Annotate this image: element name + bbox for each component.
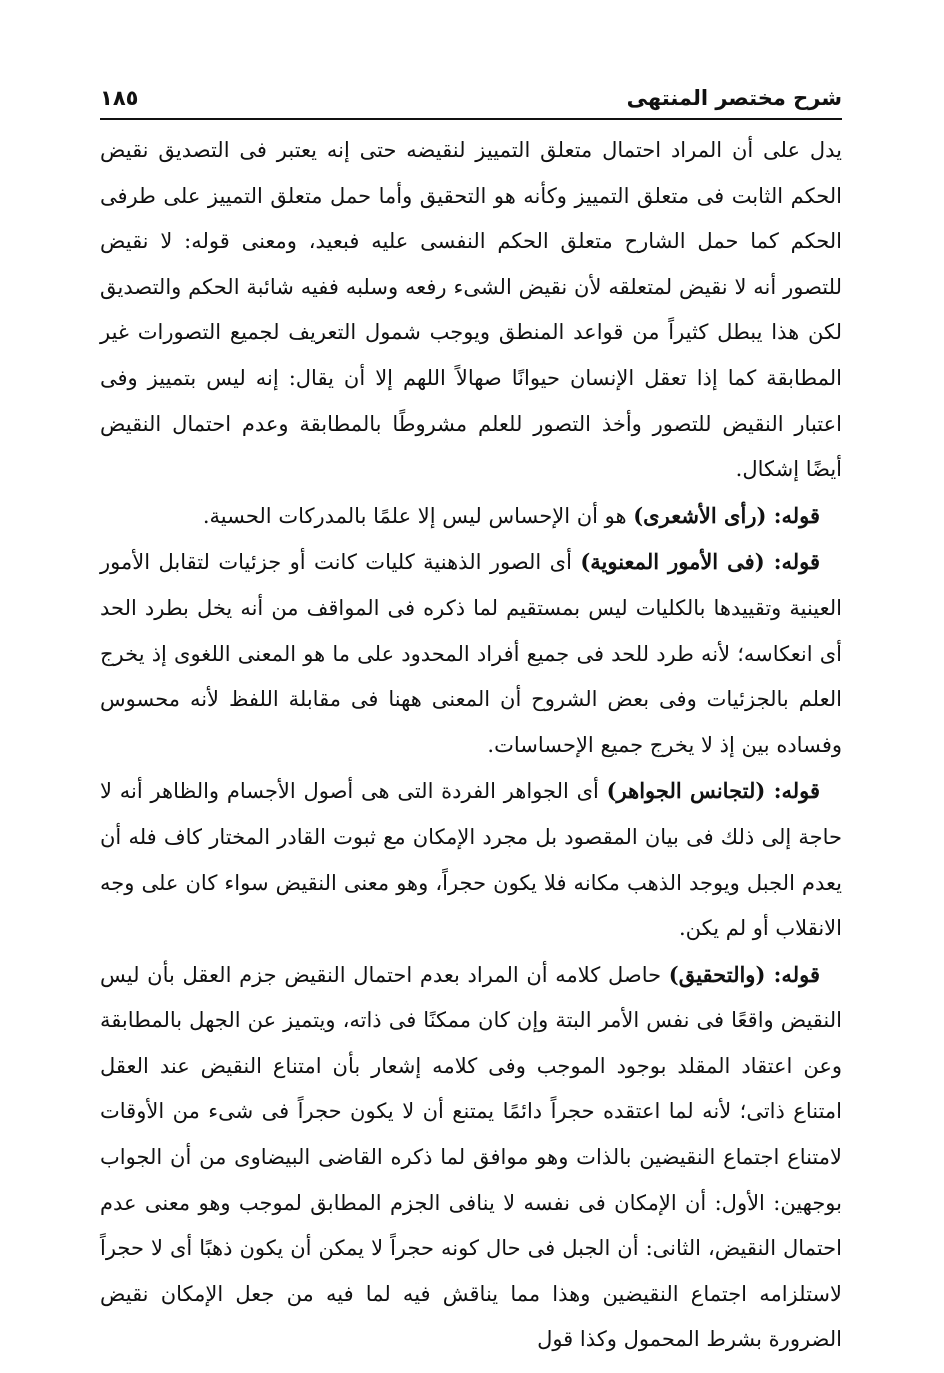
page-header [100,80,842,116]
lemma-heading: قوله: (لتجانس الجواهر) [606,778,820,804]
header-rule [100,118,842,120]
paragraph-text: حاصل كلامه أن المراد بعدم احتمال النقيض جزم العقل بأن ليس النقيض واقعًا فى نفس الأمر البتة وإن كان ممكنًا فى ذاته، ويتميز عن الجهل بالمطابقة وعن اعتقاد المقلد بوجود الموجب وفى كلامه إشعار بأن امتناع النقيض عند العقل امتناع ذاتى؛ لأنه لما اعتقده حجراً دائمًا يمتنع أن لا يكون حجراً فى شىء من الأوقات لامتناع اجتماع النقيضين بالذات وهو موافق لما ذكره القاضى البيضاوى من أن الجواب بوجهين: الأول: أن الإمكان فى نفسه لا ينافى الجزم المطابق لموجب وهو معنى عدم احتمال النقيض، الثانى: أن الجبل فى حال كونه حجراً لا يمكن أن يكون ذهبًا أى لا حجراً لاستلزامه اجتماع النقيضين وهذا مما يناقش فيه لما فيه من جعل الإمكان نقيض الضرورة بشرط المحمول وكذا قول [100,962,842,1352]
page-body [100,128,842,1363]
paragraph [100,128,842,493]
paragraph [100,539,842,768]
lemma-heading: قوله: (فى الأمور المعنوية) [580,549,820,575]
paragraph-text: أى الصور الذهنية كليات كانت أو جزئيات لتقابل الأمور العينية وتقييدها بالكليات ليس بمستقيم لما ذكره فى المواقف من أنه يخل بطرد الحد أى انعكاسه؛ لأنه طرد للحد فى جميع أفراد المحدود على ما هو المعنى اللغوى إذ يخرج العلم بالجزئيات وفى بعض الشروح أن المعنى ههنا فى مقابلة اللفظ لأنه محسوس وفساده بين إذ لا يخرج جميع الإحساسات. [100,550,842,757]
paragraph-text: أى الجواهر الفردة التى هى أصول الأجسام والظاهر أنه لا حاجة إلى ذلك فى بيان المقصود بل مجرد الإمكان مع ثبوت القادر المختار كاف فله أن يعدم الجبل ويوجد الذهب مكانه فلا يكون حجراً، وهو معنى النقيض سواء كان على وجه الانقلاب أو لم يكن. [100,779,842,941]
paragraph [100,952,842,1363]
running-title: شرح مختصر المنتهى [626,86,842,110]
paragraph [100,768,842,951]
paragraph-text: هو أن الإحساس ليس إلا علمًا بالمدركات الحسية. [202,503,634,528]
paragraph-text: يدل على أن المراد احتمال متعلق التمييز لنقيضه حتى إنه يعتبر فى التصديق نقيض الحكم الثابت فى متعلق التمييز وكأنه هو التحقيق وأما حمل متعلق التمييز على طرفى الحكم كما حمل الشارح متعلق الحكم النفسى عليه فبعيد، ومعنى قوله: لا نقيض للتصور أنه لا نقيض لمتعلقه لأن نقيض الشىء رفعه وسلبه ففيه شائبة الحكم والتصديق لكن هذا يبطل كثيراً من قواعد المنطق ويوجب شمول التعريف لجميع التصورات غير المطابقة كما إذا تعقل الإنسان حيوانًا صهالاً اللهم إلا أن يقال: إنه ليس بتمييز وفى اعتبار النقيض للتصور وأخذ التصور للعلم مشروطًا بالمطابقة وعدم احتمال النقيض أيضًا إشكال. [100,138,842,482]
lemma-heading: قوله: (والتحقيق) [668,961,820,987]
page-number: ١٨٥ [100,86,139,110]
paragraph [100,493,842,540]
lemma-heading: قوله: (رأى الأشعرى) [633,502,820,528]
